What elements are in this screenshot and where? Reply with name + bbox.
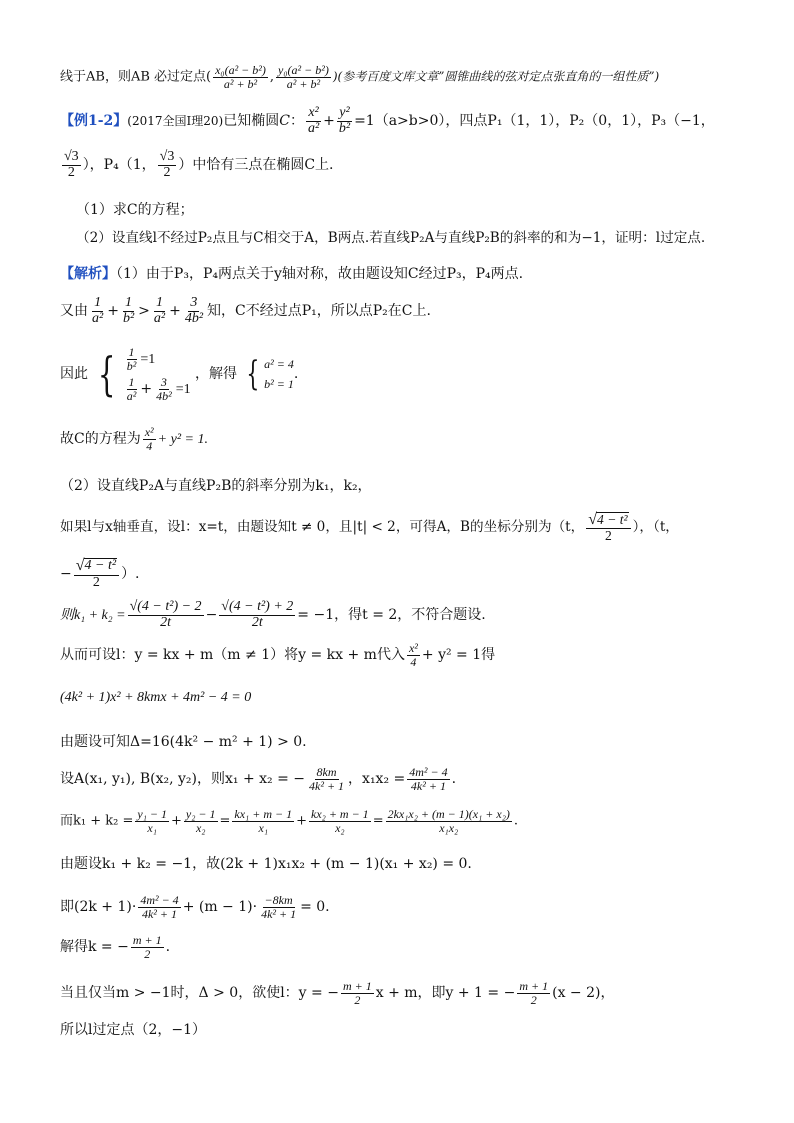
example-tag: 【例1-2】	[60, 113, 128, 130]
text: >	[138, 303, 150, 320]
system-row: b² = 1	[264, 377, 294, 392]
example-source: (2017全国Ⅰ理20)	[127, 114, 224, 129]
text: +	[170, 813, 182, 829]
numerator: 1	[155, 295, 163, 310]
fraction	[259, 894, 298, 920]
numerator: 3	[160, 375, 167, 390]
fraction	[183, 296, 205, 326]
sqrt: √ 4 − t²	[588, 511, 628, 528]
text: 如果l与x轴垂直，设l：x=t，由题设知t ≠ 0，且|t| < 2，可得A，B的坐标分别为（t，	[60, 519, 585, 536]
equation-system	[92, 346, 190, 402]
denominator: 4k² + 1	[309, 778, 345, 793]
text: −	[60, 566, 72, 583]
text: 当且仅当m > −1时，Δ > 0，欲使l：y = −	[60, 985, 339, 1002]
numerator: 1	[94, 295, 102, 310]
equation-line: (4k² + 1)x² + 8kmx + 4m² − 4 = 0	[60, 690, 252, 705]
solution-tag: 【解析】	[60, 266, 116, 282]
fraction	[135, 808, 169, 834]
fraction	[232, 808, 294, 834]
numerator: x²	[408, 641, 418, 655]
text-line	[60, 642, 495, 668]
denominator: 2t	[251, 614, 263, 630]
text: .	[293, 366, 299, 383]
text: −	[205, 607, 218, 624]
brace-icon: {	[245, 354, 259, 395]
text: =	[372, 813, 384, 829]
text: + y² = 1得	[421, 647, 496, 664]
text: +	[296, 813, 307, 829]
fraction	[219, 600, 295, 630]
denominator: 2	[530, 992, 537, 1007]
numerator: kx₁ + m − 1	[234, 807, 293, 821]
text: ）.	[121, 566, 140, 583]
numerator: y₀(a² − b²)	[278, 63, 329, 77]
radicand: 4 − t²	[597, 512, 628, 527]
denominator: x₁	[147, 820, 157, 835]
numerator: 1	[125, 295, 133, 310]
fraction	[213, 64, 268, 90]
fraction	[276, 64, 331, 90]
text: 即(2k + 1)·	[60, 899, 137, 916]
denominator: 4k² + 1	[261, 906, 297, 921]
denominator: x₂	[335, 820, 345, 835]
numerator: −8km	[264, 893, 293, 907]
text: 而k₁ + k₂ =	[60, 813, 134, 829]
text: .	[165, 939, 171, 956]
denominator: 2	[67, 164, 75, 180]
text: =1	[175, 382, 191, 398]
radicand: 4 − t²	[84, 558, 117, 573]
system-row	[123, 376, 191, 402]
reference-note: )(参考百度文库文章”圆锥曲线的弦对定点张直角的一组性质”)	[332, 69, 660, 84]
conclusion-line: 所以l过定点（2，−1）	[60, 1022, 207, 1038]
text: +	[323, 113, 335, 130]
numerator: 1	[128, 375, 135, 390]
fraction	[307, 766, 346, 792]
text: =1（a>b>0），四点	[354, 113, 488, 130]
text: ，解得	[195, 366, 238, 383]
denominator: 4b²	[156, 388, 172, 403]
text-line	[60, 766, 456, 792]
sqrt: √ 4 − t²	[75, 557, 117, 574]
text-line: （2）设直线P₂A与直线P₂B的斜率分别为k₁，k₂，	[60, 478, 372, 494]
fraction	[306, 106, 321, 136]
question-1: （1）求C的方程；	[76, 202, 194, 218]
text: 又由	[60, 303, 88, 320]
denominator: 4k² + 1	[410, 778, 446, 793]
text: = 0.	[300, 899, 330, 916]
example-header	[60, 106, 715, 136]
fraction	[517, 980, 550, 1006]
system-row	[123, 346, 191, 372]
fraction	[158, 150, 177, 180]
text: 则k₁ + k₂ =	[60, 608, 126, 624]
text: 解得k = −	[60, 939, 129, 956]
denominator: x₁	[258, 820, 268, 835]
numerator: m + 1	[519, 979, 549, 993]
fraction	[90, 296, 105, 326]
text-line	[60, 150, 334, 180]
text: 设A(x₁, y₁), B(x₂, y₂)，则x₁ + x₂ = −	[60, 771, 306, 788]
text: ，x₁x₂ =	[348, 771, 406, 788]
fraction	[337, 106, 352, 136]
text: + (m − 1)·	[182, 899, 258, 916]
denominator: 4k² + 1	[141, 906, 178, 921]
system-line	[60, 346, 298, 402]
fraction	[128, 600, 204, 630]
numerator: 1	[128, 345, 135, 359]
text: ），（t，	[632, 519, 679, 536]
text: ,	[269, 69, 275, 85]
text-line	[60, 894, 330, 920]
denominator: b²	[122, 310, 135, 326]
text: 从而可设l：y = kx + m（m ≠ 1）将y = kx + m代入	[60, 647, 405, 664]
text: =	[219, 813, 231, 829]
text: 故C的方程为	[60, 431, 141, 448]
fraction	[309, 808, 371, 834]
fraction	[62, 150, 81, 180]
text-line: 由题设k₁ + k₂ = −1，故(2k + 1)x₁x₂ + (m − 1)(x₁ + x₂) = 0.	[60, 856, 472, 872]
text: .	[513, 813, 518, 829]
denominator: 2	[144, 946, 151, 961]
text: +	[140, 381, 153, 398]
text: 知，C不经过点P₁，所以点P₂在C上.	[207, 303, 431, 320]
text: ）中恰有三点在椭圆C上.	[178, 157, 334, 174]
text: + y² = 1.	[157, 432, 208, 448]
text: C	[279, 113, 290, 130]
text-line	[60, 980, 614, 1006]
numerator: kx₂ + m − 1	[311, 807, 369, 821]
fraction	[138, 894, 180, 920]
text-line	[60, 512, 679, 543]
text: x + m，即y + 1 = −	[375, 985, 516, 1002]
text: (x − 2)，	[552, 985, 615, 1002]
denominator: b²	[126, 358, 137, 373]
denominator: 2	[163, 164, 171, 180]
text-line	[60, 808, 518, 834]
numerator: y₁ − 1	[137, 807, 167, 821]
fraction	[74, 558, 119, 590]
denominator: a²	[126, 388, 137, 403]
denominator: a²	[92, 310, 104, 326]
text-line: 由题设可知Δ=16(4k² − m² + 1) > 0.	[60, 734, 307, 750]
text: .	[451, 771, 457, 788]
fraction	[143, 426, 156, 452]
brace-icon: {	[98, 347, 116, 402]
fraction	[152, 296, 167, 326]
text: （1）由于P₃，P₄两点关于y轴对称，故由题设知C经过P₃，P₄两点.	[116, 266, 524, 282]
text-line	[60, 558, 140, 590]
text: +	[107, 303, 119, 320]
text-line	[60, 934, 170, 960]
numerator: √(4 − t²) − 2	[129, 599, 202, 614]
numerator: 2kx₁x₂ + (m − 1)(x₁ + x₂)	[387, 807, 510, 821]
denominator: x₁x₂	[439, 820, 459, 835]
numerator: y²	[339, 105, 350, 120]
denominator: a²	[307, 120, 320, 136]
denominator: a²	[153, 310, 166, 326]
text: ：	[289, 113, 304, 130]
denominator: a² + b²	[286, 76, 321, 91]
fraction	[131, 934, 164, 960]
text: 线于AB，则AB 必过定点(	[60, 69, 212, 85]
numerator: x₀(a² − b²)	[215, 63, 266, 77]
text: 因此	[60, 366, 88, 383]
denominator: a² + b²	[223, 76, 258, 91]
fraction	[184, 808, 218, 834]
denominator: 2	[92, 574, 100, 590]
text: =1	[140, 352, 156, 368]
fraction	[586, 512, 630, 543]
fraction	[125, 346, 139, 372]
fraction	[341, 980, 374, 1006]
text-line	[60, 296, 431, 326]
numerator: √3	[64, 149, 79, 164]
fraction	[121, 296, 136, 326]
text: P₁（1，1），P₂（0，1），P₃（−1，	[487, 113, 715, 130]
denominator: x₂	[195, 820, 206, 835]
denominator: 2	[354, 992, 361, 1007]
text-line	[60, 426, 208, 452]
numerator: m + 1	[132, 933, 162, 947]
numerator: 4m² − 4	[140, 893, 179, 907]
numerator: 3	[190, 295, 198, 310]
numerator: y₂ − 1	[185, 807, 216, 821]
solution-system	[242, 354, 294, 395]
denominator: 4b²	[184, 310, 204, 326]
numerator: √3	[159, 149, 175, 164]
question-2: （2）设直线l不经过P₂点且与C相交于A，B两点.若直线P₂A与直线P₂B的斜率的和为−1，证明：l过定点.	[76, 230, 706, 246]
denominator: 4	[146, 438, 153, 453]
numerator: x²	[144, 425, 154, 439]
numerator: √(4 − t²) + 2	[221, 599, 294, 614]
numerator: m + 1	[342, 979, 372, 993]
fraction	[407, 766, 449, 792]
text-line	[60, 600, 486, 630]
solution-header	[60, 266, 523, 283]
denominator: 2	[605, 528, 612, 543]
numerator: 8km	[316, 765, 337, 779]
denominator: 4	[410, 654, 417, 669]
text: 已知椭圆	[223, 113, 280, 130]
system-row: a² = 4	[264, 356, 294, 371]
denominator: b²	[338, 120, 351, 136]
denominator: 2t	[160, 614, 171, 630]
text: = −1，得t = 2，不符合题设.	[297, 607, 486, 624]
numerator: 4m² − 4	[409, 765, 448, 779]
numerator: x²	[308, 105, 319, 120]
fraction	[154, 376, 174, 402]
text-line-conclusion	[60, 64, 659, 90]
fraction	[125, 376, 139, 402]
fraction	[386, 808, 512, 834]
text: ），P₄（1，	[82, 157, 156, 174]
text: +	[169, 303, 181, 320]
fraction	[407, 642, 420, 668]
